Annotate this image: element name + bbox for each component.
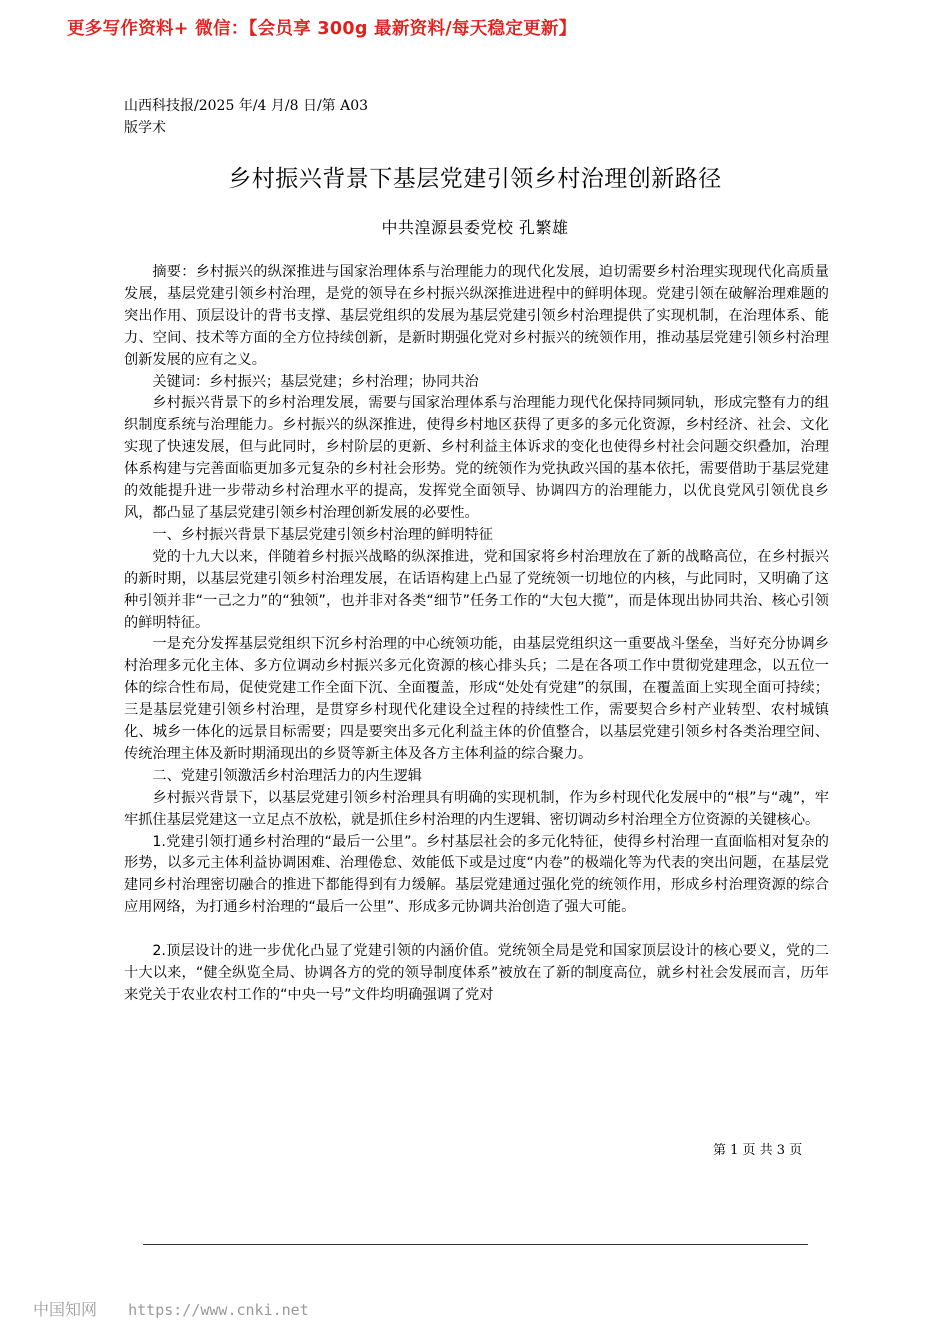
article-title: 乡村振兴背景下基层党建引领乡村治理创新路径 [228, 166, 722, 192]
body-paragraph: 党的十九大以来，伴随着乡村振兴战略的纵深推进，党和国家将乡村治理放在了新的战略高位，在乡村振兴的新时期，以基层党建引领乡村治理发展，在话语构建上凸显了党统领一切地位的内核，与此同时，又明确了这种引领并非“一己之力”的“独领”，也并非对各类“细节”任务工作的“大包大揽”，而是体现出协同共治、核心引领的鲜明特征。 [124, 548, 829, 631]
source-meta-line-1: 山西科技报/2025 年/4 月/8 日/第 A03 [124, 98, 369, 114]
body-paragraph: 一是充分发挥基层党组织下沉乡村治理的中心统领功能，由基层党组织这一重要战斗堡垒，当好充分协调乡村治理多元化主体、多方位调动乡村振兴多元化资源的核心排头兵；二是在各项工作中贯彻党建理念，以五位一体的综合性布局，促使党建工作全面下沉、全面覆盖，形成“处处有党建”的氛围，在覆盖面上实现全面可持续；三是基层党建引领乡村治理，是贯穿乡村现代化建设全过程的持续性工作，需要契合乡村产业转型、农村城镇化、城乡一体化的远景目标需要；四是要突出多元化利益主体的价值整合，以基层党建引领乡村各类治理空间、传统治理主体及新时期涌现出的乡贤等新主体及各方主体利益的综合聚力。 [124, 636, 829, 762]
cnki-watermark [33, 1297, 335, 1320]
abstract-paragraph: 摘要：乡村振兴的纵深推进与国家治理体系与治理能力的现代化发展，迫切需要乡村治理实现现代化高质量发展，基层党建引领乡村治理，是党的领导在乡村振兴纵深推进进程中的鲜明体现。党建引领在破解治理难题的突出作用、顶层设计的背书支撑、基层党组织的发展为基层党建引领乡村治理提供了实现机制，在治理体系、能力、空间、技术等方面的全方位持续创新，是新时期强化党对乡村振兴的统领作用，推动基层党建引领乡村治理创新发展的应有之义。 [124, 264, 829, 368]
article-body [124, 262, 829, 1007]
keywords-paragraph: 关键词：乡村振兴；基层党建；乡村治理；协同共治 [152, 373, 479, 390]
intro-paragraph: 乡村振兴背景下的乡村治理发展，需要与国家治理体系与治理能力现代化保持同频同轨，形成完整有力的组织制度系统与治理能力。乡村振兴的纵深推进，使得乡村地区获得了更多的多元化资源，乡村经济、社会、文化实现了快速发展，但与此同时，乡村阶层的更新、乡村利益主体诉求的变化也使得乡村社会问题交织叠加，治理体系构建与完善面临更加多元复杂的乡村社会形势。党的统领作为党执政兴国的基本依托，需要借助于基层党建的效能提升进一步带动乡村治理水平的提高，发挥党全面领导、协调四方的治理能力，以优良党风引领优良乡风，都凸显了基层党建引领乡村治理创新发展的必要性。 [124, 395, 829, 521]
watermark-site: 中国知网 [33, 1300, 98, 1319]
body-paragraph: 2.顶层设计的进一步优化凸显了党建引领的内涵价值。党统领全局是党和国家顶层设计的核心要义，党的二十大以来，“健全纵览全局、协调各方的党的领导制度体系”被放在了新的制度高位，就乡村社会发展而言，历年来党关于农业农村工作的“中央一号”文件均明确强调了党对 [124, 943, 829, 1003]
watermark-url: https://www.cnki.net [128, 1301, 309, 1319]
footer-divider [143, 1244, 808, 1245]
body-paragraph: 乡村振兴背景下，以基层党建引领乡村治理具有明确的实现机制，作为乡村现代化发展中的“根”与“魂”，牢牢抓住基层党建这一立足点不放松，就是抓住乡村治理的内生逻辑、密切调动乡村治理全方位资源的关键核心。 [124, 789, 829, 828]
article-author: 中共湟源县委党校 孔繁雄 [381, 218, 569, 237]
source-meta [124, 95, 424, 139]
section-heading-1: 一、乡村振兴背景下基层党建引领乡村治理的鲜明特征 [152, 526, 493, 543]
promo-banner: 更多写作资料+ 微信：【会员享 300g 最新资料/每天稳定更新】 [67, 19, 577, 39]
section-heading-2: 二、党建引领激活乡村治理活力的内生逻辑 [152, 767, 422, 784]
source-meta-line-2: 版学术 [124, 120, 166, 136]
page-number: 第 1 页 共 3 页 [713, 1143, 803, 1158]
body-paragraph: 1.党建引领打通乡村治理的“最后一公里”。乡村基层社会的多元化特征，使得乡村治理一直面临相对复杂的形势，以多元主体利益协调困难、治理倦怠、效能低下或是过度“内卷”的极端化等为代表的突出问题，在基层党建同乡村治理密切融合的推进下都能得到有力缓解。基层党建通过强化党的统领作用，形成乡村治理资源的综合应用网络，为打通乡村治理的“最后一公里”、形成多元协调共治创造了强大可能。 [124, 833, 829, 916]
